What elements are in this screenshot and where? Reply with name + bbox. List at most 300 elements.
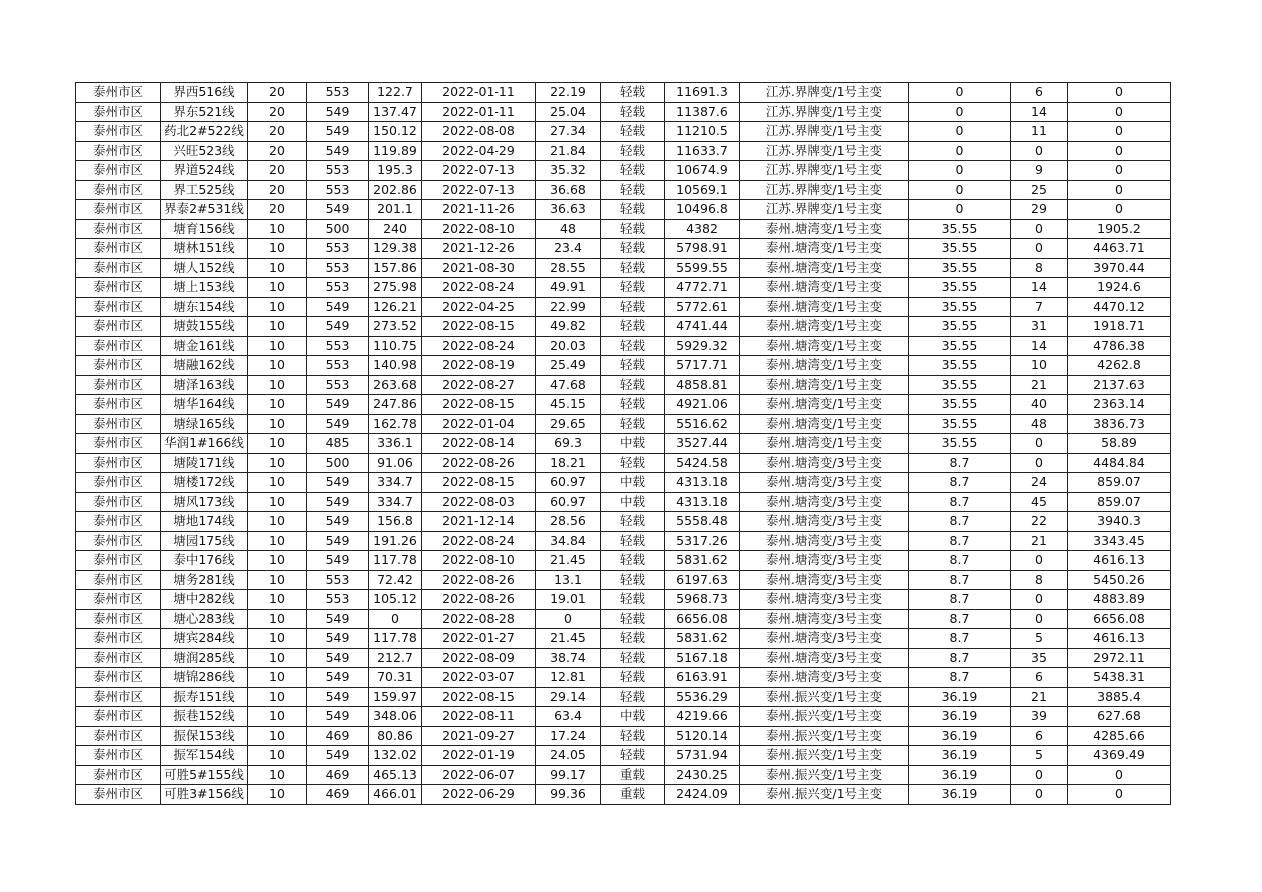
line-name-cell: 界工525线 bbox=[161, 180, 248, 200]
table-row bbox=[76, 141, 1171, 161]
table-row bbox=[76, 395, 1171, 415]
remaining-cell: 0 bbox=[1068, 785, 1171, 805]
transformer-capacity-cell: 35.55 bbox=[909, 297, 1011, 317]
rating-cell: 549 bbox=[307, 141, 369, 161]
voltage-cell: 10 bbox=[248, 356, 307, 376]
remaining-cell: 2972.11 bbox=[1068, 648, 1171, 668]
voltage-cell: 10 bbox=[248, 551, 307, 571]
load-rate-cell: 47.68 bbox=[536, 375, 601, 395]
substation-transformer-cell: 泰州.塘湾变/1号主变 bbox=[740, 434, 909, 454]
line-name-cell: 塘楼172线 bbox=[161, 473, 248, 493]
area-cell: 泰州市区 bbox=[76, 180, 161, 200]
load-rate-cell: 99.36 bbox=[536, 785, 601, 805]
substation-transformer-cell: 泰州.塘湾变/1号主变 bbox=[740, 375, 909, 395]
load-status-cell: 轻载 bbox=[601, 512, 665, 532]
substation-transformer-cell: 泰州.塘湾变/3号主变 bbox=[740, 609, 909, 629]
feeder-load-table bbox=[75, 82, 1171, 805]
count-cell: 8 bbox=[1011, 258, 1068, 278]
remaining-cell: 4369.49 bbox=[1068, 746, 1171, 766]
transformer-capacity-cell: 8.7 bbox=[909, 512, 1011, 532]
date-cell: 2022-08-14 bbox=[422, 434, 536, 454]
rating-cell: 500 bbox=[307, 219, 369, 239]
area-cell: 泰州市区 bbox=[76, 102, 161, 122]
rating-cell: 553 bbox=[307, 375, 369, 395]
max-current-cell: 156.8 bbox=[369, 512, 422, 532]
count-cell: 6 bbox=[1011, 726, 1068, 746]
table-row bbox=[76, 473, 1171, 493]
table-row bbox=[76, 434, 1171, 454]
voltage-cell: 10 bbox=[248, 512, 307, 532]
voltage-cell: 10 bbox=[248, 726, 307, 746]
transformer-capacity-cell: 0 bbox=[909, 180, 1011, 200]
count-cell: 14 bbox=[1011, 102, 1068, 122]
available-capacity-cell: 5968.73 bbox=[665, 590, 740, 610]
load-rate-cell: 28.55 bbox=[536, 258, 601, 278]
load-status-cell: 轻载 bbox=[601, 609, 665, 629]
date-cell: 2022-08-15 bbox=[422, 473, 536, 493]
remaining-cell: 4616.13 bbox=[1068, 629, 1171, 649]
available-capacity-cell: 5120.14 bbox=[665, 726, 740, 746]
max-current-cell: 201.1 bbox=[369, 200, 422, 220]
voltage-cell: 10 bbox=[248, 317, 307, 337]
count-cell: 29 bbox=[1011, 200, 1068, 220]
date-cell: 2022-01-27 bbox=[422, 629, 536, 649]
table-row bbox=[76, 648, 1171, 668]
rating-cell: 549 bbox=[307, 200, 369, 220]
transformer-capacity-cell: 36.19 bbox=[909, 707, 1011, 727]
area-cell: 泰州市区 bbox=[76, 317, 161, 337]
load-rate-cell: 49.91 bbox=[536, 278, 601, 298]
table-row bbox=[76, 83, 1171, 103]
count-cell: 0 bbox=[1011, 239, 1068, 259]
count-cell: 25 bbox=[1011, 180, 1068, 200]
count-cell: 0 bbox=[1011, 453, 1068, 473]
max-current-cell: 105.12 bbox=[369, 590, 422, 610]
remaining-cell: 1918.71 bbox=[1068, 317, 1171, 337]
line-name-cell: 塘心283线 bbox=[161, 609, 248, 629]
area-cell: 泰州市区 bbox=[76, 258, 161, 278]
count-cell: 8 bbox=[1011, 570, 1068, 590]
count-cell: 11 bbox=[1011, 122, 1068, 142]
table-row bbox=[76, 668, 1171, 688]
area-cell: 泰州市区 bbox=[76, 356, 161, 376]
rating-cell: 549 bbox=[307, 648, 369, 668]
transformer-capacity-cell: 8.7 bbox=[909, 551, 1011, 571]
remaining-cell: 6656.08 bbox=[1068, 609, 1171, 629]
count-cell: 45 bbox=[1011, 492, 1068, 512]
rating-cell: 549 bbox=[307, 512, 369, 532]
substation-transformer-cell: 江苏.界牌变/1号主变 bbox=[740, 200, 909, 220]
date-cell: 2022-08-26 bbox=[422, 570, 536, 590]
available-capacity-cell: 5424.58 bbox=[665, 453, 740, 473]
area-cell: 泰州市区 bbox=[76, 707, 161, 727]
transformer-capacity-cell: 0 bbox=[909, 161, 1011, 181]
load-rate-cell: 23.4 bbox=[536, 239, 601, 259]
load-rate-cell: 22.19 bbox=[536, 83, 601, 103]
substation-transformer-cell: 泰州.塘湾变/3号主变 bbox=[740, 512, 909, 532]
remaining-cell: 5438.31 bbox=[1068, 668, 1171, 688]
load-rate-cell: 0 bbox=[536, 609, 601, 629]
area-cell: 泰州市区 bbox=[76, 609, 161, 629]
count-cell: 24 bbox=[1011, 473, 1068, 493]
date-cell: 2022-01-11 bbox=[422, 83, 536, 103]
remaining-cell: 627.68 bbox=[1068, 707, 1171, 727]
max-current-cell: 273.52 bbox=[369, 317, 422, 337]
date-cell: 2022-08-26 bbox=[422, 590, 536, 610]
voltage-cell: 20 bbox=[248, 83, 307, 103]
line-name-cell: 塘育156线 bbox=[161, 219, 248, 239]
max-current-cell: 129.38 bbox=[369, 239, 422, 259]
available-capacity-cell: 4382 bbox=[665, 219, 740, 239]
load-status-cell: 轻载 bbox=[601, 590, 665, 610]
remaining-cell: 5450.26 bbox=[1068, 570, 1171, 590]
max-current-cell: 80.86 bbox=[369, 726, 422, 746]
line-name-cell: 界东521线 bbox=[161, 102, 248, 122]
line-name-cell: 塘上153线 bbox=[161, 278, 248, 298]
rating-cell: 485 bbox=[307, 434, 369, 454]
max-current-cell: 334.7 bbox=[369, 492, 422, 512]
substation-transformer-cell: 泰州.塘湾变/1号主变 bbox=[740, 278, 909, 298]
table-row bbox=[76, 122, 1171, 142]
load-rate-cell: 22.99 bbox=[536, 297, 601, 317]
area-cell: 泰州市区 bbox=[76, 434, 161, 454]
max-current-cell: 336.1 bbox=[369, 434, 422, 454]
rating-cell: 469 bbox=[307, 765, 369, 785]
area-cell: 泰州市区 bbox=[76, 746, 161, 766]
max-current-cell: 247.86 bbox=[369, 395, 422, 415]
available-capacity-cell: 10496.8 bbox=[665, 200, 740, 220]
line-name-cell: 可胜3#156线 bbox=[161, 785, 248, 805]
load-rate-cell: 12.81 bbox=[536, 668, 601, 688]
rating-cell: 553 bbox=[307, 161, 369, 181]
transformer-capacity-cell: 36.19 bbox=[909, 687, 1011, 707]
available-capacity-cell: 6197.63 bbox=[665, 570, 740, 590]
transformer-capacity-cell: 35.55 bbox=[909, 239, 1011, 259]
max-current-cell: 212.7 bbox=[369, 648, 422, 668]
transformer-capacity-cell: 35.55 bbox=[909, 278, 1011, 298]
transformer-capacity-cell: 8.7 bbox=[909, 473, 1011, 493]
table-row bbox=[76, 258, 1171, 278]
date-cell: 2022-08-15 bbox=[422, 687, 536, 707]
line-name-cell: 塘风173线 bbox=[161, 492, 248, 512]
transformer-capacity-cell: 0 bbox=[909, 83, 1011, 103]
remaining-cell: 4463.71 bbox=[1068, 239, 1171, 259]
max-current-cell: 202.86 bbox=[369, 180, 422, 200]
transformer-capacity-cell: 36.19 bbox=[909, 785, 1011, 805]
substation-transformer-cell: 泰州.塘湾变/3号主变 bbox=[740, 629, 909, 649]
max-current-cell: 119.89 bbox=[369, 141, 422, 161]
date-cell: 2022-08-28 bbox=[422, 609, 536, 629]
substation-transformer-cell: 泰州.塘湾变/3号主变 bbox=[740, 531, 909, 551]
substation-transformer-cell: 江苏.界牌变/1号主变 bbox=[740, 102, 909, 122]
transformer-capacity-cell: 8.7 bbox=[909, 492, 1011, 512]
substation-transformer-cell: 泰州.塘湾变/1号主变 bbox=[740, 356, 909, 376]
substation-transformer-cell: 泰州.塘湾变/3号主变 bbox=[740, 570, 909, 590]
max-current-cell: 240 bbox=[369, 219, 422, 239]
rating-cell: 553 bbox=[307, 278, 369, 298]
area-cell: 泰州市区 bbox=[76, 200, 161, 220]
available-capacity-cell: 11210.5 bbox=[665, 122, 740, 142]
rating-cell: 549 bbox=[307, 746, 369, 766]
load-rate-cell: 21.45 bbox=[536, 629, 601, 649]
count-cell: 40 bbox=[1011, 395, 1068, 415]
count-cell: 14 bbox=[1011, 278, 1068, 298]
voltage-cell: 20 bbox=[248, 122, 307, 142]
rating-cell: 549 bbox=[307, 707, 369, 727]
max-current-cell: 348.06 bbox=[369, 707, 422, 727]
remaining-cell: 0 bbox=[1068, 765, 1171, 785]
rating-cell: 469 bbox=[307, 785, 369, 805]
line-name-cell: 塘人152线 bbox=[161, 258, 248, 278]
count-cell: 10 bbox=[1011, 356, 1068, 376]
remaining-cell: 3343.45 bbox=[1068, 531, 1171, 551]
date-cell: 2022-08-15 bbox=[422, 317, 536, 337]
transformer-capacity-cell: 8.7 bbox=[909, 648, 1011, 668]
area-cell: 泰州市区 bbox=[76, 531, 161, 551]
line-name-cell: 界道524线 bbox=[161, 161, 248, 181]
rating-cell: 500 bbox=[307, 453, 369, 473]
available-capacity-cell: 5798.91 bbox=[665, 239, 740, 259]
available-capacity-cell: 4858.81 bbox=[665, 375, 740, 395]
substation-transformer-cell: 江苏.界牌变/1号主变 bbox=[740, 141, 909, 161]
available-capacity-cell: 5536.29 bbox=[665, 687, 740, 707]
remaining-cell: 4616.13 bbox=[1068, 551, 1171, 571]
load-status-cell: 轻载 bbox=[601, 629, 665, 649]
max-current-cell: 0 bbox=[369, 609, 422, 629]
substation-transformer-cell: 泰州.塘湾变/1号主变 bbox=[740, 395, 909, 415]
substation-transformer-cell: 泰州.振兴变/1号主变 bbox=[740, 765, 909, 785]
available-capacity-cell: 5717.71 bbox=[665, 356, 740, 376]
load-status-cell: 轻载 bbox=[601, 531, 665, 551]
remaining-cell: 0 bbox=[1068, 83, 1171, 103]
line-name-cell: 塘鼓155线 bbox=[161, 317, 248, 337]
substation-transformer-cell: 泰州.振兴变/1号主变 bbox=[740, 707, 909, 727]
date-cell: 2021-11-26 bbox=[422, 200, 536, 220]
count-cell: 0 bbox=[1011, 141, 1068, 161]
max-current-cell: 122.7 bbox=[369, 83, 422, 103]
max-current-cell: 157.86 bbox=[369, 258, 422, 278]
voltage-cell: 10 bbox=[248, 765, 307, 785]
area-cell: 泰州市区 bbox=[76, 551, 161, 571]
date-cell: 2021-12-14 bbox=[422, 512, 536, 532]
line-name-cell: 兴旺523线 bbox=[161, 141, 248, 161]
available-capacity-cell: 5599.55 bbox=[665, 258, 740, 278]
date-cell: 2022-04-25 bbox=[422, 297, 536, 317]
load-status-cell: 轻载 bbox=[601, 200, 665, 220]
rating-cell: 549 bbox=[307, 609, 369, 629]
date-cell: 2022-01-19 bbox=[422, 746, 536, 766]
voltage-cell: 10 bbox=[248, 785, 307, 805]
remaining-cell: 0 bbox=[1068, 102, 1171, 122]
voltage-cell: 10 bbox=[248, 707, 307, 727]
area-cell: 泰州市区 bbox=[76, 473, 161, 493]
load-status-cell: 中载 bbox=[601, 492, 665, 512]
count-cell: 0 bbox=[1011, 434, 1068, 454]
area-cell: 泰州市区 bbox=[76, 122, 161, 142]
load-status-cell: 轻载 bbox=[601, 726, 665, 746]
substation-transformer-cell: 泰州.振兴变/1号主变 bbox=[740, 785, 909, 805]
load-rate-cell: 35.32 bbox=[536, 161, 601, 181]
load-rate-cell: 36.68 bbox=[536, 180, 601, 200]
load-status-cell: 轻载 bbox=[601, 375, 665, 395]
remaining-cell: 4262.8 bbox=[1068, 356, 1171, 376]
line-name-cell: 塘泽163线 bbox=[161, 375, 248, 395]
line-name-cell: 振军154线 bbox=[161, 746, 248, 766]
count-cell: 21 bbox=[1011, 375, 1068, 395]
date-cell: 2022-08-24 bbox=[422, 531, 536, 551]
load-status-cell: 轻载 bbox=[601, 297, 665, 317]
area-cell: 泰州市区 bbox=[76, 278, 161, 298]
date-cell: 2022-04-29 bbox=[422, 141, 536, 161]
transformer-capacity-cell: 35.55 bbox=[909, 434, 1011, 454]
rating-cell: 549 bbox=[307, 395, 369, 415]
voltage-cell: 10 bbox=[248, 278, 307, 298]
line-name-cell: 塘务281线 bbox=[161, 570, 248, 590]
substation-transformer-cell: 泰州.振兴变/1号主变 bbox=[740, 726, 909, 746]
voltage-cell: 20 bbox=[248, 180, 307, 200]
substation-transformer-cell: 泰州.塘湾变/1号主变 bbox=[740, 219, 909, 239]
load-status-cell: 轻载 bbox=[601, 570, 665, 590]
area-cell: 泰州市区 bbox=[76, 239, 161, 259]
table-row bbox=[76, 200, 1171, 220]
max-current-cell: 334.7 bbox=[369, 473, 422, 493]
table-row bbox=[76, 609, 1171, 629]
load-status-cell: 重载 bbox=[601, 785, 665, 805]
substation-transformer-cell: 泰州.塘湾变/1号主变 bbox=[740, 414, 909, 434]
remaining-cell: 2363.14 bbox=[1068, 395, 1171, 415]
table-row bbox=[76, 219, 1171, 239]
table-row bbox=[76, 336, 1171, 356]
available-capacity-cell: 5167.18 bbox=[665, 648, 740, 668]
substation-transformer-cell: 泰州.塘湾变/1号主变 bbox=[740, 317, 909, 337]
load-rate-cell: 60.97 bbox=[536, 473, 601, 493]
remaining-cell: 4786.38 bbox=[1068, 336, 1171, 356]
table-row bbox=[76, 785, 1171, 805]
line-name-cell: 泰中176线 bbox=[161, 551, 248, 571]
load-status-cell: 重载 bbox=[601, 765, 665, 785]
available-capacity-cell: 4772.71 bbox=[665, 278, 740, 298]
max-current-cell: 72.42 bbox=[369, 570, 422, 590]
date-cell: 2022-06-07 bbox=[422, 765, 536, 785]
voltage-cell: 20 bbox=[248, 161, 307, 181]
area-cell: 泰州市区 bbox=[76, 785, 161, 805]
available-capacity-cell: 5831.62 bbox=[665, 551, 740, 571]
load-status-cell: 轻载 bbox=[601, 668, 665, 688]
date-cell: 2021-12-26 bbox=[422, 239, 536, 259]
substation-transformer-cell: 泰州.塘湾变/3号主变 bbox=[740, 492, 909, 512]
load-status-cell: 轻载 bbox=[601, 122, 665, 142]
line-name-cell: 塘中282线 bbox=[161, 590, 248, 610]
line-name-cell: 塘绿165线 bbox=[161, 414, 248, 434]
transformer-capacity-cell: 8.7 bbox=[909, 609, 1011, 629]
count-cell: 35 bbox=[1011, 648, 1068, 668]
available-capacity-cell: 4219.66 bbox=[665, 707, 740, 727]
area-cell: 泰州市区 bbox=[76, 336, 161, 356]
table-row bbox=[76, 317, 1171, 337]
remaining-cell: 4285.66 bbox=[1068, 726, 1171, 746]
load-rate-cell: 29.65 bbox=[536, 414, 601, 434]
load-status-cell: 中载 bbox=[601, 473, 665, 493]
area-cell: 泰州市区 bbox=[76, 219, 161, 239]
voltage-cell: 10 bbox=[248, 590, 307, 610]
voltage-cell: 10 bbox=[248, 687, 307, 707]
count-cell: 0 bbox=[1011, 609, 1068, 629]
available-capacity-cell: 5831.62 bbox=[665, 629, 740, 649]
date-cell: 2022-08-24 bbox=[422, 278, 536, 298]
area-cell: 泰州市区 bbox=[76, 83, 161, 103]
load-status-cell: 轻载 bbox=[601, 317, 665, 337]
available-capacity-cell: 4741.44 bbox=[665, 317, 740, 337]
load-rate-cell: 49.82 bbox=[536, 317, 601, 337]
line-name-cell: 塘林151线 bbox=[161, 239, 248, 259]
load-rate-cell: 25.49 bbox=[536, 356, 601, 376]
load-rate-cell: 21.84 bbox=[536, 141, 601, 161]
table-row bbox=[76, 726, 1171, 746]
max-current-cell: 91.06 bbox=[369, 453, 422, 473]
rating-cell: 549 bbox=[307, 122, 369, 142]
table-row bbox=[76, 570, 1171, 590]
date-cell: 2022-07-13 bbox=[422, 161, 536, 181]
remaining-cell: 3970.44 bbox=[1068, 258, 1171, 278]
load-rate-cell: 21.45 bbox=[536, 551, 601, 571]
substation-transformer-cell: 江苏.界牌变/1号主变 bbox=[740, 161, 909, 181]
voltage-cell: 10 bbox=[248, 414, 307, 434]
available-capacity-cell: 6163.91 bbox=[665, 668, 740, 688]
rating-cell: 549 bbox=[307, 531, 369, 551]
transformer-capacity-cell: 35.55 bbox=[909, 258, 1011, 278]
substation-transformer-cell: 泰州.振兴变/1号主变 bbox=[740, 746, 909, 766]
transformer-capacity-cell: 8.7 bbox=[909, 590, 1011, 610]
date-cell: 2022-08-24 bbox=[422, 336, 536, 356]
max-current-cell: 126.21 bbox=[369, 297, 422, 317]
transformer-capacity-cell: 36.19 bbox=[909, 726, 1011, 746]
load-status-cell: 轻载 bbox=[601, 161, 665, 181]
transformer-capacity-cell: 35.55 bbox=[909, 219, 1011, 239]
substation-transformer-cell: 泰州.振兴变/1号主变 bbox=[740, 687, 909, 707]
transformer-capacity-cell: 36.19 bbox=[909, 746, 1011, 766]
transformer-capacity-cell: 8.7 bbox=[909, 668, 1011, 688]
voltage-cell: 10 bbox=[248, 219, 307, 239]
transformer-capacity-cell: 0 bbox=[909, 141, 1011, 161]
table-row bbox=[76, 551, 1171, 571]
transformer-capacity-cell: 35.55 bbox=[909, 414, 1011, 434]
load-rate-cell: 20.03 bbox=[536, 336, 601, 356]
date-cell: 2022-08-15 bbox=[422, 395, 536, 415]
table-row bbox=[76, 590, 1171, 610]
rating-cell: 549 bbox=[307, 414, 369, 434]
area-cell: 泰州市区 bbox=[76, 590, 161, 610]
remaining-cell: 3940.3 bbox=[1068, 512, 1171, 532]
line-name-cell: 塘地174线 bbox=[161, 512, 248, 532]
max-current-cell: 110.75 bbox=[369, 336, 422, 356]
table-row bbox=[76, 356, 1171, 376]
line-name-cell: 塘华164线 bbox=[161, 395, 248, 415]
area-cell: 泰州市区 bbox=[76, 414, 161, 434]
load-rate-cell: 28.56 bbox=[536, 512, 601, 532]
area-cell: 泰州市区 bbox=[76, 570, 161, 590]
date-cell: 2022-08-19 bbox=[422, 356, 536, 376]
count-cell: 21 bbox=[1011, 531, 1068, 551]
transformer-capacity-cell: 35.55 bbox=[909, 356, 1011, 376]
transformer-capacity-cell: 36.19 bbox=[909, 765, 1011, 785]
transformer-capacity-cell: 35.55 bbox=[909, 375, 1011, 395]
remaining-cell: 3836.73 bbox=[1068, 414, 1171, 434]
date-cell: 2022-03-07 bbox=[422, 668, 536, 688]
date-cell: 2022-08-03 bbox=[422, 492, 536, 512]
available-capacity-cell: 5516.62 bbox=[665, 414, 740, 434]
load-status-cell: 轻载 bbox=[601, 356, 665, 376]
count-cell: 5 bbox=[1011, 629, 1068, 649]
